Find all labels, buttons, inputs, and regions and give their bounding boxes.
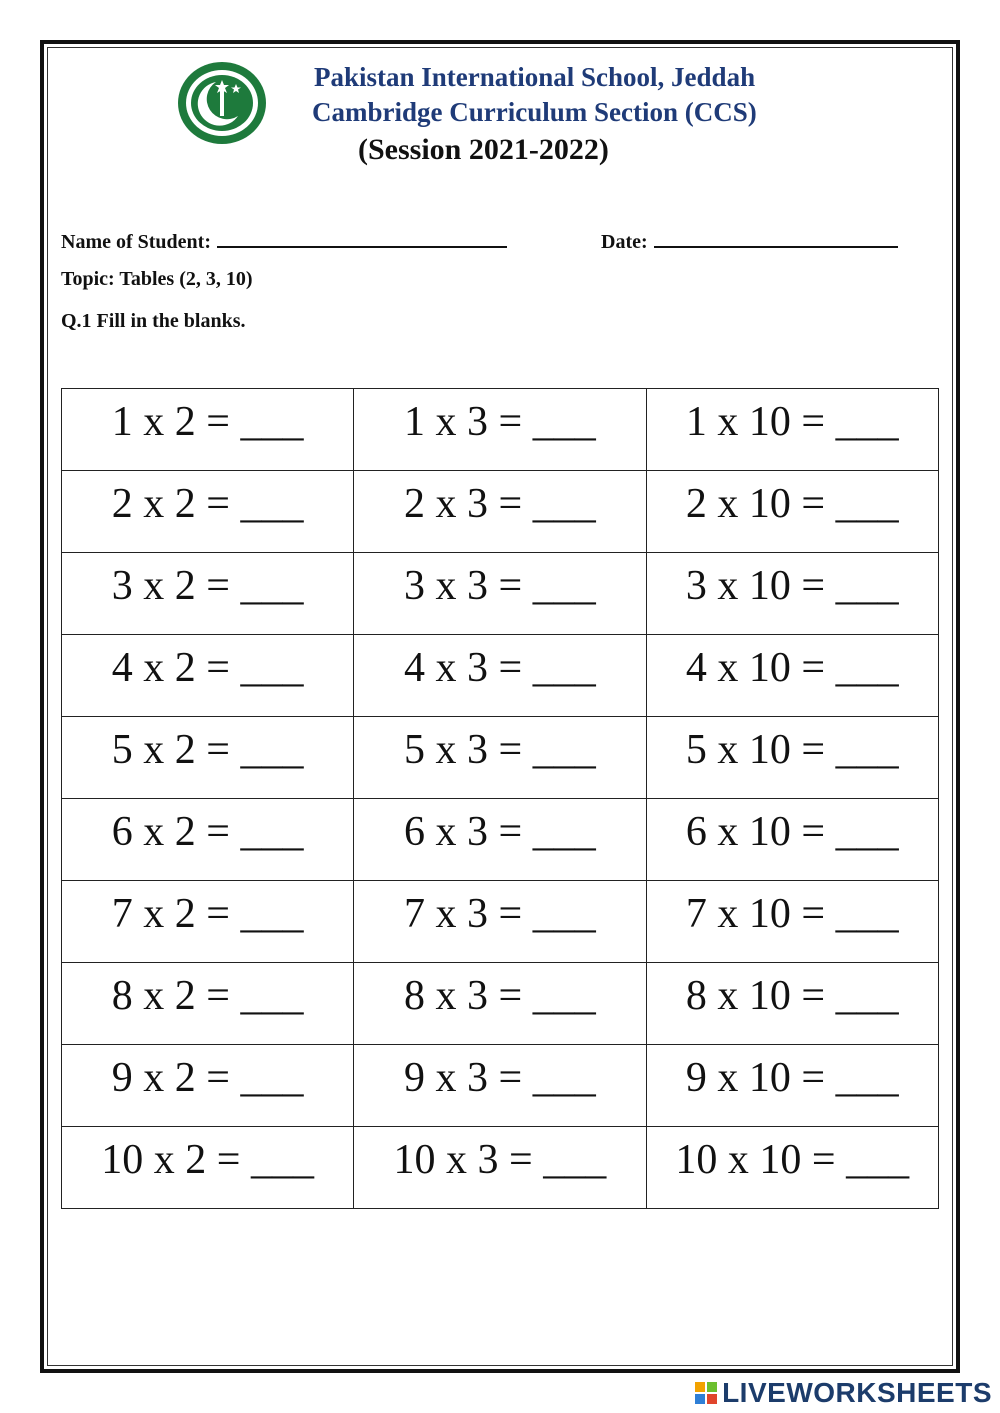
equation-text: 8 x 10 = ___ — [685, 972, 899, 1019]
equation-text: 2 x 10 = ___ — [685, 480, 899, 527]
table-row — [62, 1127, 939, 1209]
equation-text: 2 x 2 = ___ — [111, 480, 304, 527]
table-cell[interactable] — [354, 881, 646, 963]
equation-text: 9 x 10 = ___ — [685, 1054, 899, 1101]
table-row — [62, 963, 939, 1045]
table-row — [62, 471, 939, 553]
table-row — [62, 389, 939, 471]
multiplication-table-body — [62, 389, 939, 1209]
table-cell[interactable] — [646, 635, 938, 717]
table-cell[interactable] — [646, 799, 938, 881]
student-name-blank[interactable] — [217, 228, 507, 248]
date-label: Date: — [601, 231, 648, 253]
multiplication-table — [61, 388, 939, 1209]
equation-text: 8 x 3 = ___ — [404, 972, 596, 1019]
table-cell[interactable] — [354, 553, 646, 635]
equation-text: 9 x 3 = ___ — [404, 1054, 596, 1101]
equation-text: 6 x 3 = ___ — [404, 808, 596, 855]
table-row — [62, 881, 939, 963]
table-cell[interactable] — [354, 635, 646, 717]
table-cell[interactable] — [62, 553, 354, 635]
table-cell[interactable] — [354, 389, 646, 471]
equation-text: 5 x 10 = ___ — [685, 726, 899, 773]
table-cell[interactable] — [62, 881, 354, 963]
equation-text: 1 x 10 = ___ — [685, 398, 899, 445]
equation-text: 6 x 2 = ___ — [111, 808, 304, 855]
table-row — [62, 635, 939, 717]
school-name: Pakistan International School, Jeddah — [314, 62, 756, 92]
date-field — [601, 228, 898, 254]
table-cell[interactable] — [62, 635, 354, 717]
school-logo — [176, 60, 268, 146]
equation-text: 3 x 10 = ___ — [685, 562, 899, 609]
equation-text: 4 x 10 = ___ — [685, 644, 899, 691]
equation-text: 3 x 3 = ___ — [404, 562, 596, 609]
equation-text: 10 x 10 = ___ — [675, 1136, 910, 1183]
equation-text: 5 x 2 = ___ — [111, 726, 304, 773]
table-cell[interactable] — [62, 1127, 354, 1209]
table-cell[interactable] — [646, 881, 938, 963]
table-cell[interactable] — [354, 963, 646, 1045]
table-cell[interactable] — [62, 717, 354, 799]
table-cell[interactable] — [646, 717, 938, 799]
equation-text: 2 x 3 = ___ — [404, 480, 596, 527]
table-row — [62, 553, 939, 635]
table-cell[interactable] — [354, 717, 646, 799]
equation-text: 4 x 2 = ___ — [111, 644, 304, 691]
equation-text: 4 x 3 = ___ — [404, 644, 596, 691]
equation-text: 10 x 2 = ___ — [101, 1136, 314, 1183]
equation-text: 10 x 3 = ___ — [393, 1136, 607, 1183]
section-name: Cambridge Curriculum Section (CCS) — [312, 97, 757, 127]
equation-text: 3 x 2 = ___ — [111, 562, 304, 609]
brand-text: LIVEWORKSHEETS — [722, 1377, 992, 1408]
table-row — [62, 799, 939, 881]
table-cell[interactable] — [646, 553, 938, 635]
table-cell[interactable] — [354, 471, 646, 553]
liveworksheets-brand — [694, 1378, 992, 1408]
date-blank[interactable] — [654, 228, 898, 248]
table-cell[interactable] — [354, 1127, 646, 1209]
equation-text: 8 x 2 = ___ — [111, 972, 304, 1019]
table-row — [62, 717, 939, 799]
equation-text: 7 x 10 = ___ — [685, 890, 899, 937]
topic-label: Topic: Tables (2, 3, 10) — [61, 268, 253, 290]
table-cell[interactable] — [62, 963, 354, 1045]
student-name-field — [61, 228, 507, 254]
question-label: Q.1 Fill in the blanks. — [61, 310, 246, 332]
student-name-label: Name of Student: — [61, 231, 211, 253]
equation-text: 7 x 2 = ___ — [111, 890, 304, 937]
table-cell[interactable] — [646, 389, 938, 471]
table-cell[interactable] — [354, 799, 646, 881]
equation-text: 9 x 2 = ___ — [111, 1054, 304, 1101]
equation-text: 5 x 3 = ___ — [404, 726, 596, 773]
table-cell[interactable] — [646, 471, 938, 553]
table-cell[interactable] — [646, 963, 938, 1045]
equation-text: 6 x 10 = ___ — [685, 808, 899, 855]
liveworksheets-icon — [694, 1381, 718, 1405]
table-cell[interactable] — [646, 1045, 938, 1127]
equation-text: 1 x 2 = ___ — [111, 398, 304, 445]
equation-text: 1 x 3 = ___ — [404, 398, 596, 445]
equation-text: 7 x 3 = ___ — [404, 890, 596, 937]
table-cell[interactable] — [62, 389, 354, 471]
table-cell[interactable] — [646, 1127, 938, 1209]
table-cell[interactable] — [354, 1045, 646, 1127]
session-label: (Session 2021-2022) — [358, 133, 609, 166]
table-row — [62, 1045, 939, 1127]
table-cell[interactable] — [62, 799, 354, 881]
table-cell[interactable] — [62, 471, 354, 553]
table-cell[interactable] — [62, 1045, 354, 1127]
